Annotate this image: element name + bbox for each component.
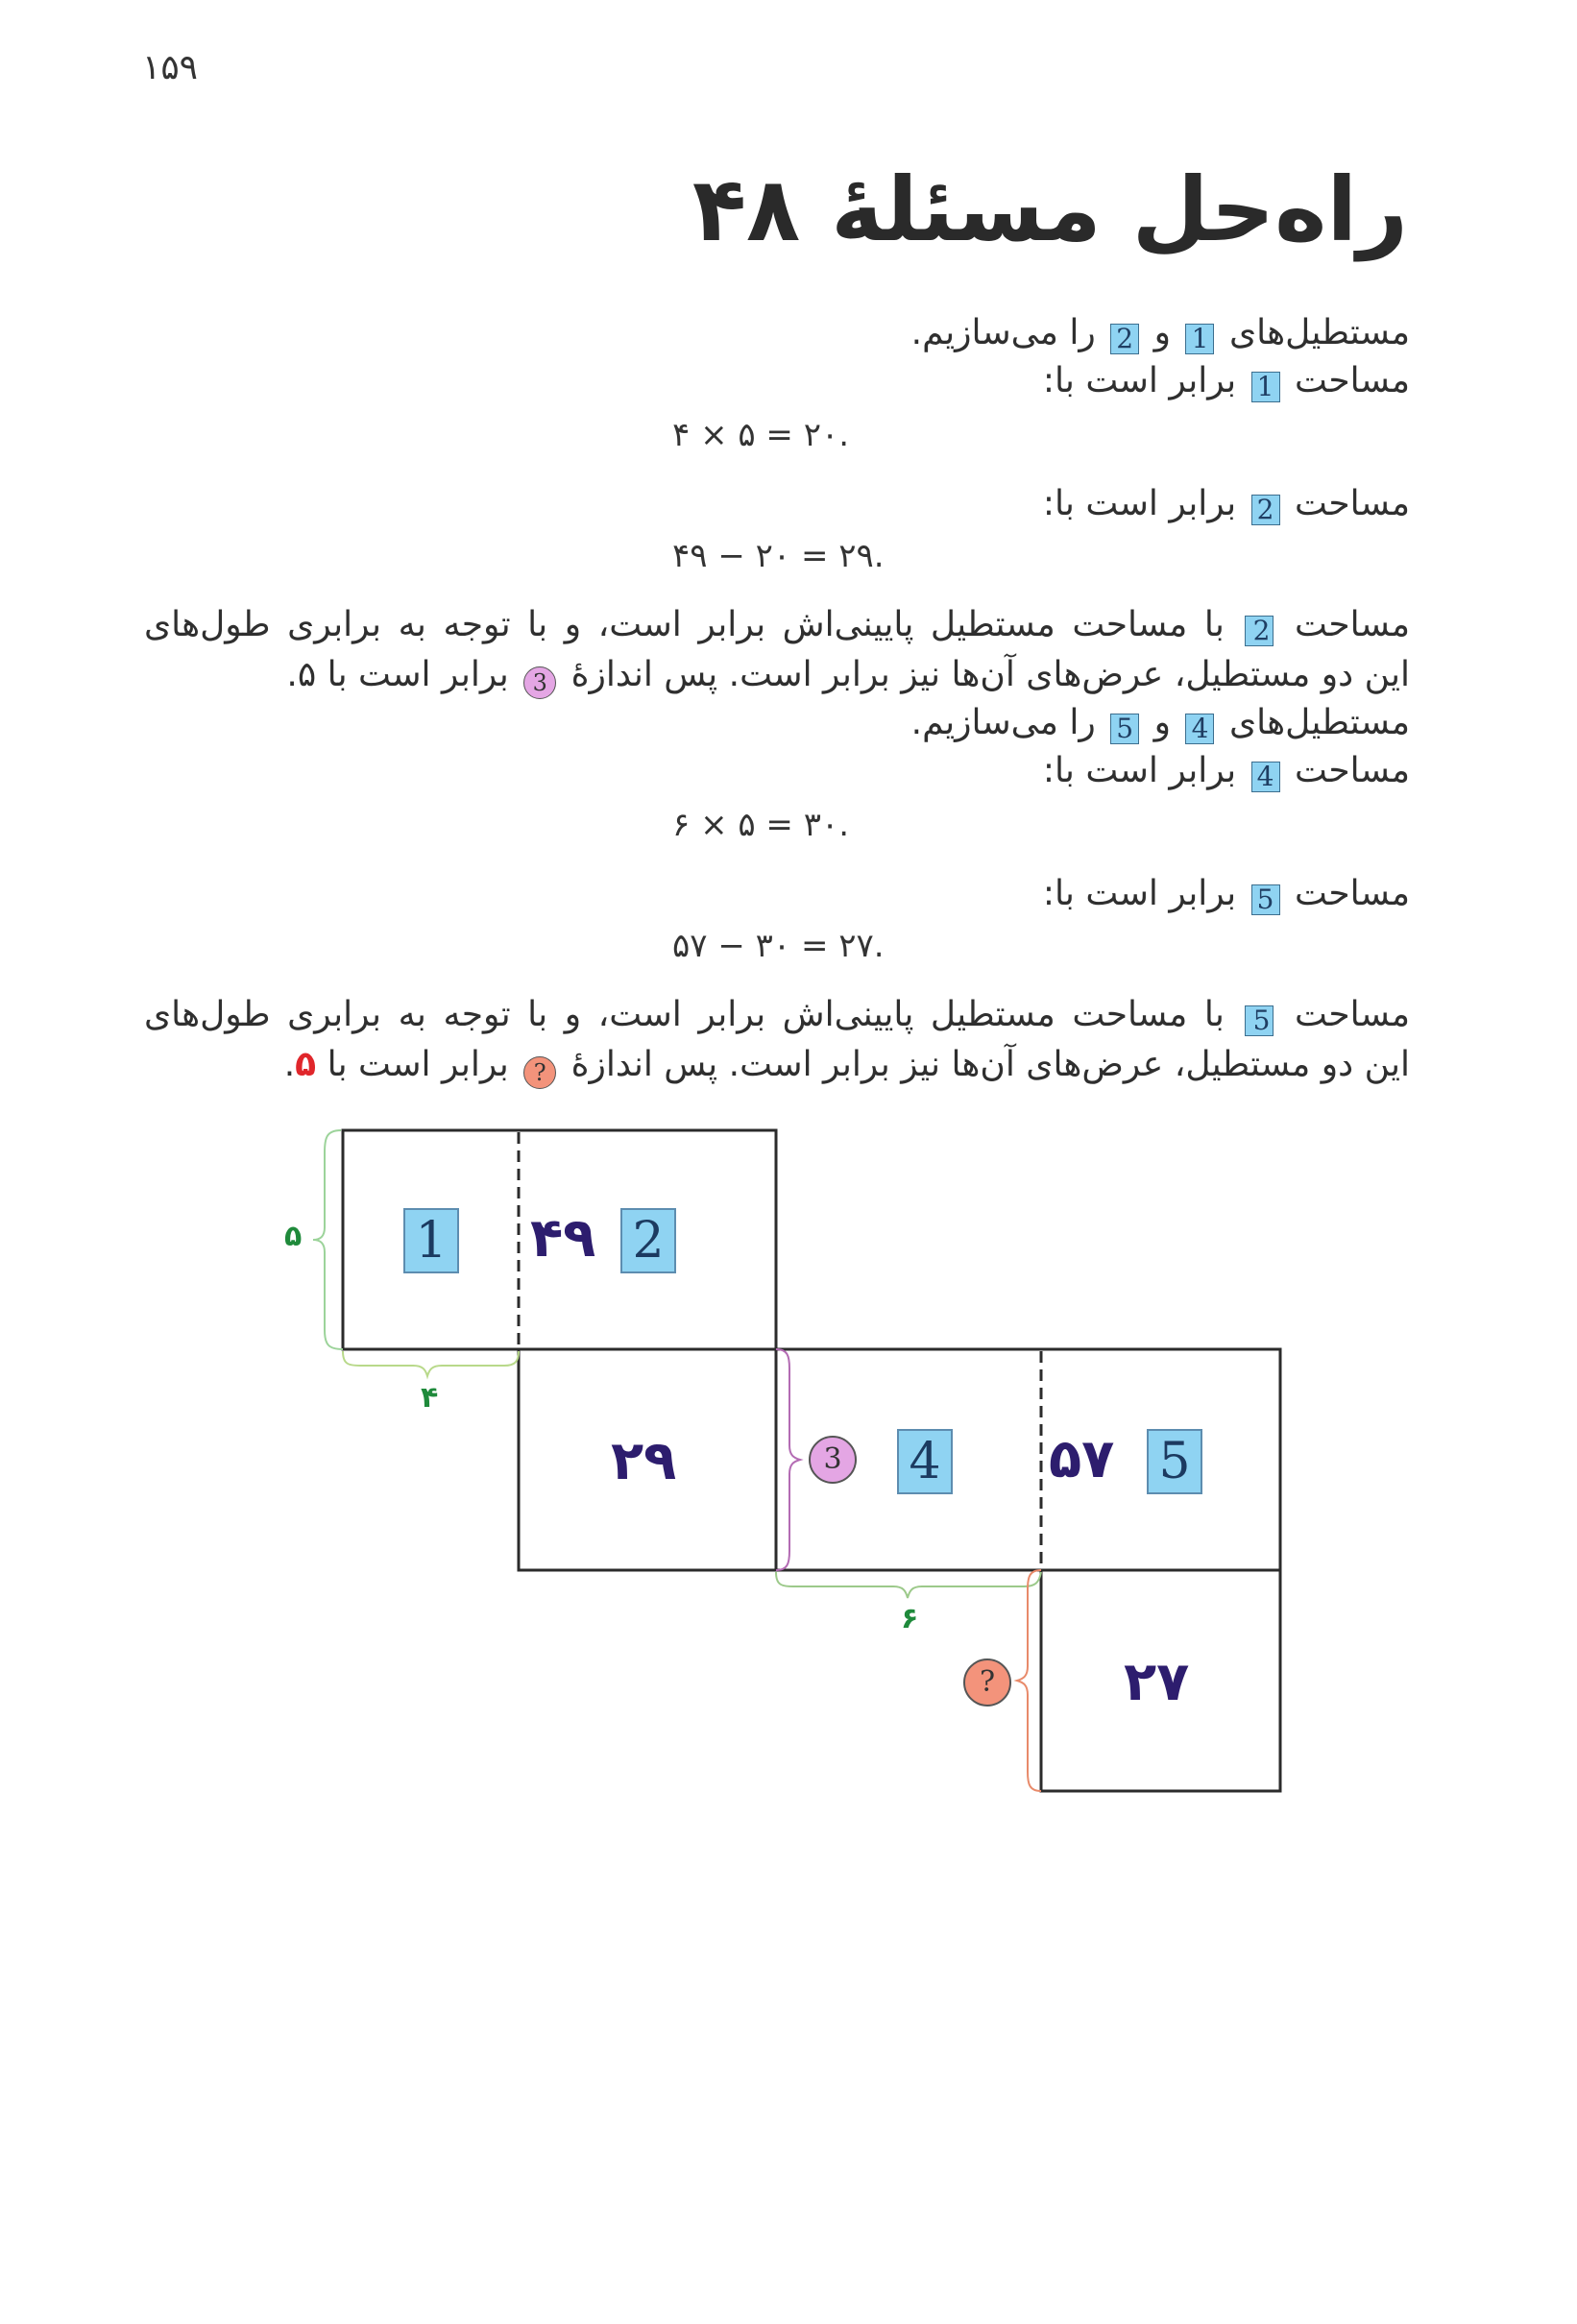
- text-line: [1043, 747, 1410, 795]
- text-span: این دو مستطیل، عرض‌های آن‌ها نیز برابر است. پس اندازهٔ: [570, 1045, 1410, 1084]
- brace-circle-question: [1017, 1570, 1041, 1791]
- diagram-label-4: 4: [897, 1429, 953, 1494]
- text-line: [911, 309, 1410, 357]
- brace-width-6: [776, 1572, 1041, 1598]
- text-line: [1043, 870, 1410, 918]
- rect-middle: [519, 1349, 776, 1570]
- label-square-4: 4: [1251, 762, 1280, 792]
- text-line: [911, 699, 1410, 747]
- rect-top: [343, 1130, 776, 1349]
- text-span: این دو مستطیل، عرض‌های آن‌ها نیز برابر است. پس اندازهٔ: [570, 655, 1410, 694]
- text-line: [286, 651, 1410, 699]
- diagram-value-49: ۴۹: [530, 1207, 596, 1270]
- label-square-2: 2: [1110, 324, 1139, 354]
- page-title: راه‌حل مسئلهٔ ۴۸: [691, 158, 1408, 261]
- text-span: مساحت: [1295, 995, 1410, 1034]
- text-line: [144, 601, 1410, 649]
- text-line: [1043, 357, 1410, 405]
- text-span: برابر است با:: [1042, 751, 1237, 790]
- text-span: .: [283, 1045, 296, 1084]
- text-span: و: [1153, 313, 1172, 352]
- dimension-label-4: ۴: [421, 1381, 439, 1415]
- diagram-label-2: 2: [620, 1208, 676, 1273]
- brace-height-5: [313, 1130, 343, 1349]
- brace-circle-3: [776, 1349, 800, 1570]
- brace-width-4: [343, 1351, 519, 1376]
- diagram-label-1: 1: [403, 1208, 459, 1273]
- text-span: برابر است با:: [1042, 484, 1237, 523]
- diagram-circle-question: ?: [963, 1658, 1011, 1707]
- text-span: مساحت: [1295, 874, 1410, 913]
- text-span: را می‌سازیم.: [910, 313, 1096, 352]
- label-square-1: 1: [1251, 372, 1280, 402]
- text-span: مساحت: [1295, 751, 1410, 790]
- text-span: برابر است با ۵.: [286, 655, 509, 694]
- dimension-label-5: ۵: [284, 1220, 303, 1253]
- circle-label-question: ?: [523, 1056, 556, 1089]
- rect-bottom: [1041, 1570, 1280, 1791]
- text-span: برابر است با: [327, 1045, 509, 1084]
- label-square-1: 1: [1185, 324, 1214, 354]
- text-line: [1043, 480, 1410, 528]
- text-line: [284, 1041, 1410, 1089]
- diagram-value-57: ۵۷: [1049, 1428, 1115, 1490]
- answer-value: ۵: [295, 1045, 317, 1084]
- circle-label-3: 3: [523, 666, 556, 699]
- label-square-2: 2: [1251, 495, 1280, 525]
- text-span: و: [1153, 703, 1172, 742]
- diagram-circle-3: 3: [809, 1436, 857, 1484]
- label-square-5: 5: [1110, 714, 1139, 744]
- text-span: با مساحت مستطیل پایینی‌اش برابر است، و با توجه به برابری طول‌های: [144, 605, 1225, 644]
- label-square-2: 2: [1245, 616, 1274, 646]
- equation: ۶ × ۵ = ۳۰.: [672, 806, 850, 844]
- text-span: مساحت: [1295, 605, 1410, 644]
- label-square-4: 4: [1185, 714, 1214, 744]
- equation: ۴ × ۵ = ۲۰.: [672, 416, 850, 454]
- equation: ۵۷ − ۳۰ = ۲۷.: [672, 927, 885, 965]
- diagram-label-5: 5: [1147, 1429, 1202, 1494]
- label-square-5: 5: [1245, 1005, 1274, 1036]
- page-number: ۱۵۹: [142, 48, 199, 87]
- text-span: برابر است با:: [1042, 874, 1237, 913]
- text-span: مساحت: [1295, 361, 1410, 400]
- text-span: با مساحت مستطیل پایینی‌اش برابر است، و با توجه به برابری طول‌های: [144, 995, 1225, 1034]
- dimension-label-6: ۶: [901, 1602, 919, 1635]
- text-span: مساحت: [1295, 484, 1410, 523]
- diagram-value-27: ۲۷: [1124, 1651, 1190, 1713]
- text-span: برابر است با:: [1042, 361, 1237, 400]
- text-span: را می‌سازیم.: [910, 703, 1096, 742]
- text-span: مستطیل‌های: [1228, 313, 1410, 352]
- rect-right: [776, 1349, 1280, 1570]
- diagram-value-29: ۲۹: [611, 1430, 677, 1492]
- text-line: [144, 991, 1410, 1039]
- equation: ۴۹ − ۲۰ = ۲۹.: [672, 537, 885, 575]
- text-span: مستطیل‌های: [1228, 703, 1410, 742]
- label-square-5: 5: [1251, 884, 1280, 915]
